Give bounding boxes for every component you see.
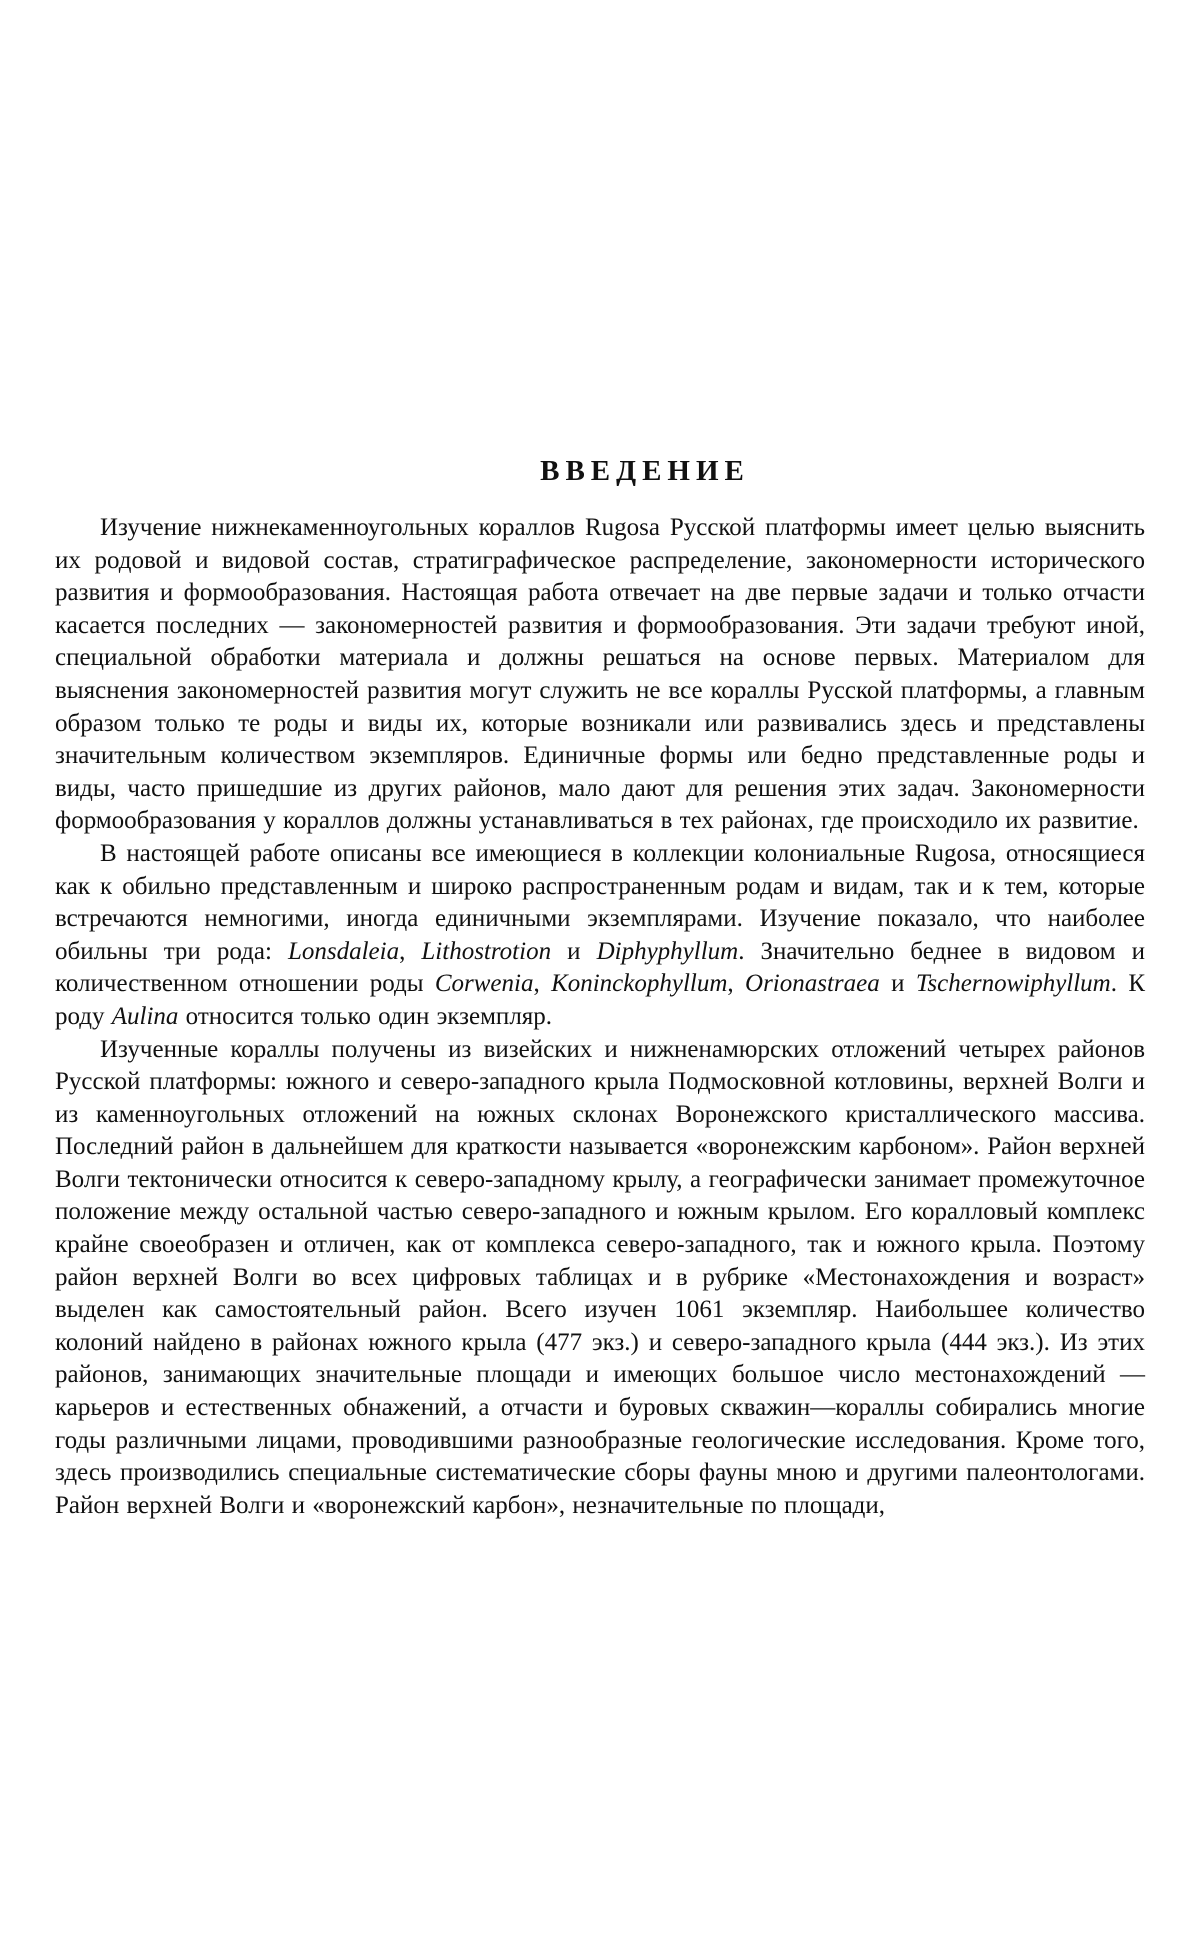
text-run: относится только один экземпляр.	[178, 1002, 553, 1030]
genus-name: Diphyphyllum	[596, 937, 739, 965]
genus-name: Orionastraea	[745, 970, 880, 998]
genus-name: Aulina	[111, 1002, 179, 1030]
text-run: и	[551, 937, 597, 965]
text-run: ,	[727, 970, 746, 998]
genus-name: Corwenia	[434, 970, 534, 998]
paragraph-1	[55, 512, 1145, 838]
text-run: . К роду	[55, 970, 1145, 1030]
paragraph-2	[55, 838, 1145, 1034]
paragraph-3	[55, 1034, 1145, 1523]
text-run: Изучение нижнекаменноугольных кораллов Rugosa Русской платформы имеет целью выяснить их родовой и видовой состав, стратиграфическое распределение, закономерности исторического развития и формообразования. Настоящая работа отвечает на две первые задачи и только отчасти касается последних — закономерностей развития и формообразования. Эти задачи требуют иной, специальной обработки материала и должны решаться на основе первых. Материалом для выяснения закономерностей развития могут служить не все кораллы Русской платформы, а главным образом только те роды и виды их, которые возникали или развивались здесь и представлены значительным количеством экземпляров. Единичные формы или бедно представленные роды и виды, часто пришедшие из других районов, мало дают для решения этих задач. Закономерности формообразования у кораллов должны устанавливаться в тех районах, где происходило их развитие.	[55, 514, 1145, 835]
text-body	[55, 512, 1145, 1522]
genus-name: Tschernowiphyllum	[915, 970, 1111, 998]
text-run: ,	[533, 970, 552, 998]
genus-name: Lithostrotion	[421, 937, 552, 965]
genus-name: Koninckophyllum	[551, 970, 728, 998]
text-run: . Значительно беднее в видовом и количественном отношении роды	[55, 937, 1145, 998]
text-run: и	[879, 970, 916, 998]
page-body	[55, 455, 1145, 1522]
section-heading: ВВЕДЕНИЕ	[540, 455, 750, 487]
text-run: ,	[399, 937, 422, 965]
text-run: Изученные кораллы получены из визейских и нижненамюрских отложений четырех районов Русской платформы: южного и северо-западного крыла Подмосковной котловины, верхней Волги и из каменноугольных отложений на южных склонах Воронежского кристаллического массива. Последний район в дальнейшем для краткости называется «воронежским карбоном». Район верхней Волги тектонически относится к северо-западному крылу, а географически занимает промежуточное положение между остальной частью северо-западного и южным крылом. Его коралловый комплекс крайне своеобразен и отличен, как от комплекса северо-западного, так и южного крыла. Поэтому район верхней Волги во всех цифровых таблицах и в рубрике «Местонахождения и возраст» выделен как самостоятельный район. Всего изучен 1061 экземпляр. Наибольшее количество колоний найдено в районах южного крыла (477 экз.) и северо-западного крыла (444 экз.). Из этих районов, занимающих значительные площади и имеющих большое число местонахождений — карьеров и естественных обнажений, а отчасти и буровых скважин—кораллы собирались многие годы различными лицами, проводившими разнообразные геологические исследования. Кроме того, здесь производились специальные систематические сборы фауны мною и другими палеонтологами. Район верхней Волги и «воронежский карбон», незначительные по площади,	[55, 1035, 1145, 1519]
text-run: В настоящей работе описаны все имеющиеся в коллекции колониальные Rugosa, относящиеся как к обильно представленным и широко распространенным родам и видам, так и к тем, которые встречаются немногими, иногда единичными экземплярами. Изучение показало, что наиболее обильны три рода:	[55, 839, 1145, 965]
genus-name: Lonsdaleia	[287, 937, 400, 965]
